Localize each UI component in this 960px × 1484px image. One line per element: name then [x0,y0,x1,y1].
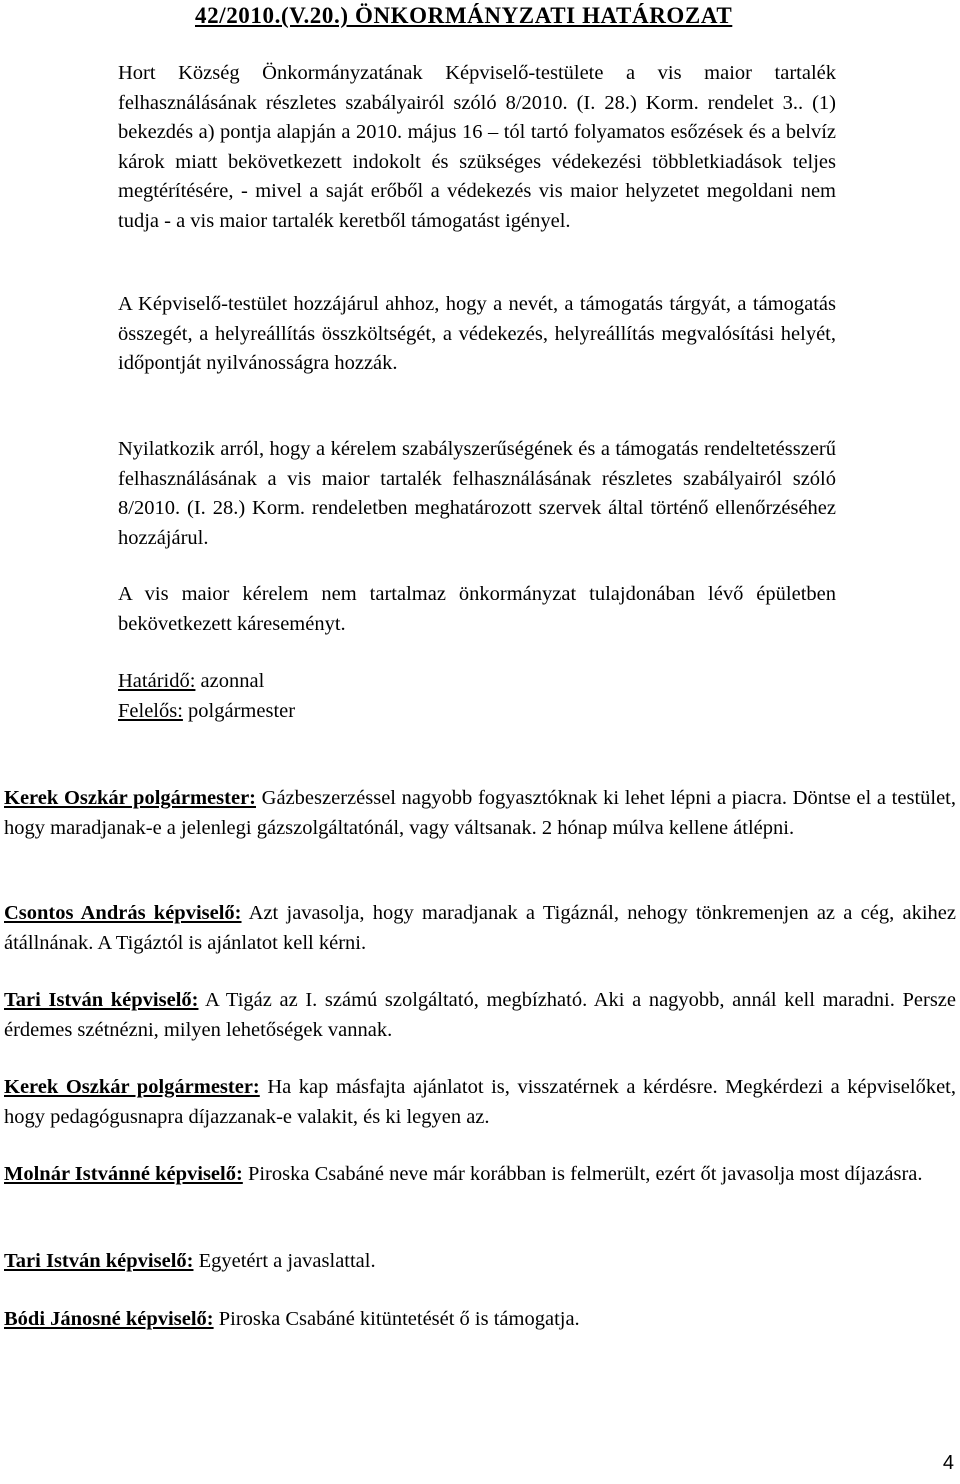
speaker-name: Bódi Jánosné képviselő: [4,1308,214,1330]
statement-text: Ha kap másfajta ajánlatot is, visszatérnek a kérdésre. Megkérdezi a képviselőket, hogy pedagógusnapra díjazzanak-e valakit, és ki legyen az. [4,1076,956,1128]
resolution-title: 42/2010.(V.20.) ÖNKORMÁNYZATI HATÁROZAT [195,3,733,28]
resolution-paragraph-1: Hort Község Önkormányzatának Képviselő-testülete a vis maior tartalék felhasználásának részletes szabályairól szóló 8/2010. (I. 28.) Korm. rendelet 3.. (1) bekezdés a) pontja alapján a 2010. május 16 – tól tartó folyamatos esőzések és a belvíz károk miatt bekövetkezett indokolt és szükséges védekezési többletkiadások teljes megtérítésére, - mivel a saját erőből a védekezés vis maior helyzetet megoldani nem tudja - a vis maior tartalék keretből támogatást igényel. [118,62,836,232]
statement-text: Piroska Csabáné neve már korábban is felmerült, ezért őt javasolja most díjazásra. [242,1163,923,1185]
deadline-value: azonnal [195,670,265,692]
statement-text: Azt javasolja, hogy maradjanak a Tigáznál, nehogy tönkremenjen az a cég, akihez átállnának. A Tigáztól is ajánlatot kell kérni. [4,902,956,954]
speaker-name: Tari István képviselő: [4,1250,194,1272]
speaker-name: Kerek Oszkár polgármester: [4,787,256,809]
statement [4,986,956,1045]
responsible-line [118,697,836,727]
statement-text: Egyetért a javaslattal. [193,1250,376,1272]
statement-text: Gázbeszerzéssel nagyobb fogyasztóknak ki lehet lépni a piacra. Döntse el a testület, hogy maradjanak-e a jelenlegi gázszolgáltatónál, vagy váltsanak. 2 hónap múlva kellene átlépni. [4,787,956,839]
resolution-paragraph-2: A Képviselő-testület hozzájárul ahhoz, hogy a nevét, a támogatás tárgyát, a támogatás összegét, a helyreállítás összköltségét, a védekezés, helyreállítás megvalósítási helyét, időpontját nyilvánosságra hozzák. [118,293,836,374]
deadline-line [118,667,836,697]
speaker-name: Molnár Istvánné képviselő: [4,1163,243,1185]
speaker-name: Tari István képviselő: [4,989,199,1011]
responsible-value: polgármester [182,700,296,722]
statement [4,1073,956,1132]
responsible-label: Felelős: [118,700,183,722]
speaker-name: Kerek Oszkár polgármester: [4,1076,260,1098]
speaker-name: Csontos András képviselő: [4,902,242,924]
statement [4,899,956,958]
statement [4,1160,956,1190]
statement-text: A Tigáz az I. számú szolgáltató, megbízható. Aki a nagyobb, annál kell maradni. Persze érdemes szétnézni, milyen lehetőségek vannak. [4,989,956,1041]
statement [4,1305,956,1335]
statement [4,1247,956,1277]
resolution-paragraph-3: Nyilatkozik arról, hogy a kérelem szabályszerűségének és a támogatás rendeltetésszerű felhasználásának a vis maior tartalék felhasználásának részletes szabályairól szóló 8/2010. (I. 28.) Korm. rendeletben meghatározott szervek által történő ellenőrzéséhez hozzájárul. [118,438,836,549]
page-number: 4 [942,1452,954,1474]
deadline-label: Határidő: [118,670,196,692]
resolution-paragraph-4: A vis maior kérelem nem tartalmaz önkormányzat tulajdonában lévő épületben bekövetkezett káreseményt. [118,583,836,635]
statement-text: Piroska Csabáné kitüntetését ő is támogatja. [213,1308,580,1330]
statement [4,784,956,843]
